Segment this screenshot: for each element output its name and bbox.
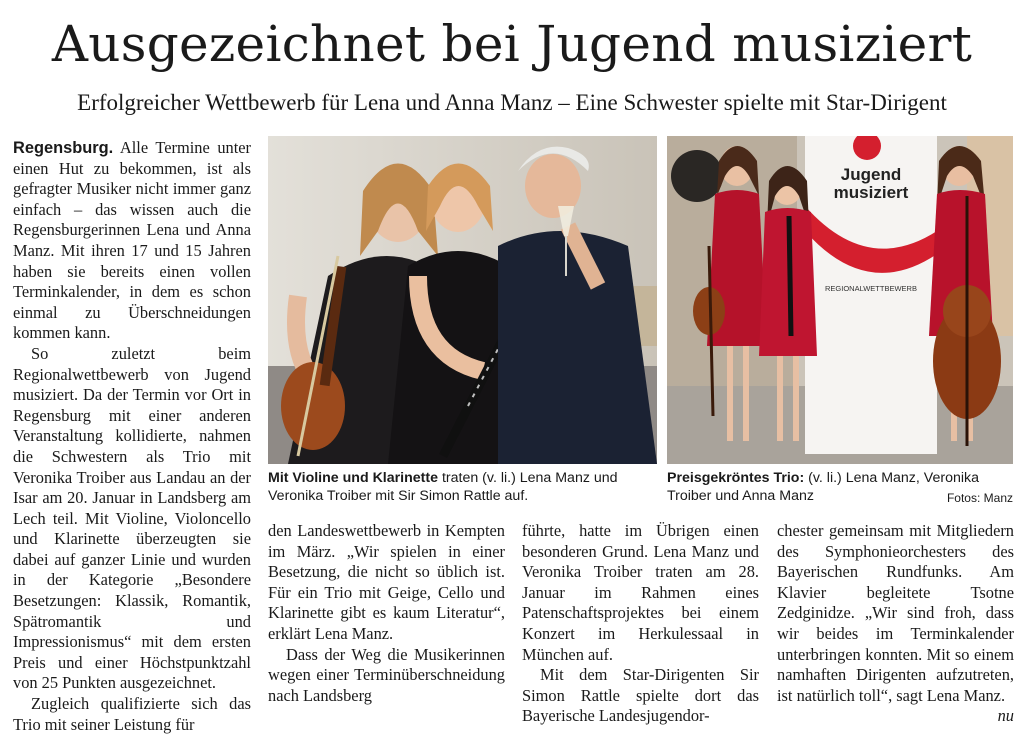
- photo-musicians-with-conductor: [268, 136, 657, 464]
- banner-title-line1: Jugend: [840, 165, 902, 184]
- caption-text: traten (v. li.) Lena Manz und Veronika Troiber mit Sir Simon Rattle auf.: [268, 470, 618, 504]
- banner-title-line2: musiziert: [833, 183, 909, 202]
- paragraph: Mit dem Star-Dirigenten Sir Simon Rattle spielte dort das Bayerische Landesjugendor-: [522, 665, 759, 726]
- paragraph: den Landeswettbewerb in Kempten im März. „Wir spielen in einer Besetzung, die nicht so üblich ist. Für ein Trio mit Geige, Cello und Klarinette gibt es kaum Literatur“, erklärt Lena Manz.: [268, 521, 505, 643]
- photo2-caption: [667, 470, 1013, 507]
- subheadline: Erfolgreicher Wettbewerb für Lena und Anna Manz – Eine Schwester spielte mit Star-Dirigent: [77, 90, 947, 115]
- photo1-caption: [268, 470, 658, 505]
- article-column-2: [268, 521, 505, 706]
- paragraph: chester gemeinsam mit Mitgliedern des Symphonieorchesters des Bayerischen Rundfunks. Am Klavier begleitete Tsotne Zedginidze. „Wir sind froh, dass wir beides im Terminkalender unterbringen konnten. Mit so einem namhaften Dirigenten aufzutreten, ist natürlich toll“, sagt Lena Manz. nu: [777, 521, 1014, 726]
- article-column-4: [777, 521, 1014, 727]
- caption-lead: Mit Violine und Klarinette: [268, 470, 439, 486]
- photo-trio-with-banner: [667, 136, 1013, 464]
- dateline: Regensburg.: [13, 139, 114, 157]
- photo-illustration: [667, 136, 1013, 464]
- article-column-1: [13, 138, 251, 735]
- photo-illustration: [268, 136, 657, 464]
- paragraph: So zuletzt beim Regionalwettbewerb von Jugend musiziert. Da der Termin vor Ort in Regensburg mit einer anderen Veranstaltung kollidierte, nahmen die Schwestern als Trio mit Veronika Troiber aus Landau an der Isar am 20. Januar in Landsberg am Lech teil. Mit Violine, Violoncello und Klarinette überzeugten sie dabei auf ganzer Linie und wurden in der Kategorie „Besondere Besetzungen: Klassik, Romantik, Spätromantik und Impressionismus“ mit dem ersten Preis und einer Höchstpunktzahl von 25 Punkten ausgezeichnet.: [13, 343, 251, 693]
- paragraph: Zugleich qualifizierte sich das Trio mit seiner Leistung für: [13, 694, 251, 734]
- caption-lead: Preisgekröntes Trio:: [667, 470, 805, 486]
- banner-subtitle: REGIONALWETTBEWERB: [825, 284, 917, 293]
- article-column-3: [522, 521, 759, 727]
- paragraph: Regensburg. Alle Termine unter einen Hut zu bekommen, ist als gefragter Musiker nicht immer ganz einfach – das wissen auch die Regensburgerinnen Lena und Anna Manz. Mit ihren 17 und 15 Jahren haben sie bereits einen vollen Terminkalender, in dem es schon einmal zu Überschneidungen kommen kann.: [13, 138, 252, 343]
- caption-text: (v. li.) Lena Manz, Veronika Troiber und Anna Manz: [667, 470, 979, 504]
- paragraph: führte, hatte im Übrigen einen besonderen Grund. Lena Manz und Veronika Troiber traten am 28. Januar im Rahmen eines Patenschaftsprojektes bei einem Konzert im Herkulessaal in München auf.: [522, 521, 759, 664]
- photo-credit: Fotos: Manz: [946, 490, 1013, 505]
- headline: Ausgezeichnet bei Jugend musiziert: [51, 15, 973, 73]
- paragraph: Dass der Weg die Musikerinnen wegen einer Terminüberschneidung nach Landsberg: [268, 644, 505, 705]
- author-initials: nu: [997, 706, 1014, 726]
